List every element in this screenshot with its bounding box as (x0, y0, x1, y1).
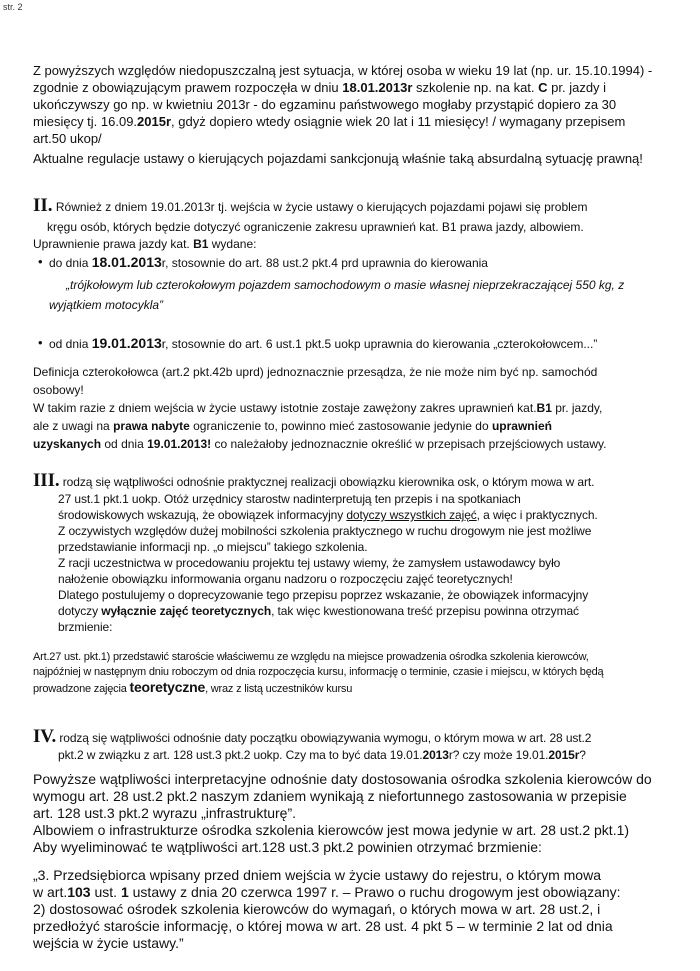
page-number: str. 2 (3, 2, 23, 12)
intro-line: Z powyższych względów niedopuszczalną jest sytuacja, w której osoba w wieku 19 lat (np. ur. 15.10.1994) - (33, 63, 653, 78)
bullet-item: • od dnia 19.01.2013r, stosownie do art. 6 ust.1 pkt.5 uokp uprawnia do kierowania „czterokołowcem...” (38, 335, 598, 351)
section-numeral: III. (33, 470, 60, 491)
bullet-quote: „trójkołowym lub czterokołowym pojazdem samochodowym o masie własnej nieprzekraczającej 550 kg, z wyjątkiem motocykla” (49, 278, 625, 312)
bullet-icon: • (38, 335, 43, 350)
intro-line: miesięcy tj. 16.09.2015r, gdyż dopiero wtedy osiągnie wiek 20 lat i 11 miesięcy! / wymagany przepisem (33, 114, 626, 129)
intro-line: art.50 ukop/ (33, 131, 102, 146)
bullet-icon: • (38, 254, 43, 269)
section-ii-line: kręgu osób, których będzie dotyczyć ograniczenie zakresu uprawnień kat. B1 prawa jazdy, albowiem. (47, 220, 584, 234)
section-iv-header: IV. rodzą się wątpliwości odnośnie daty początku obowiązywania wymogu, o którym mowa w art. 28 ust.2 (33, 726, 592, 747)
section-iii-body: 27 ust.1 pkt.1 uokp. Otóż urzędnicy starostw nadinterpretują ten przepis i na spotkaniach środowiskowych wskazują, że obowiązek informacyjny dotyczy wszystkich zajęć, a więc i praktycznych. Z oczywistych względów dużej mobilności szkolenia praktycznego w ruchu drogowym nie jest możliwe przedstawianie informacji np. „o miejscu” takiego szkolenia. Z racji uczestnictwa w procedowaniu projektu tej ustawy wiemy, że zamysłem ustawodawcy było nałożenie obowiązku informowania organu nadzoru o rozpoczęciu zajęć teoretycznych! Dlatego postulujemy o doprecyzowanie tego przepisu poprzez wskazanie, że obowiązek informacyjny dotyczy wyłącznie zajęć teoretycznych, tak więc kwestionowana treść przepisu powinna otrzymać brzmienie: (58, 492, 598, 634)
intro-paragraph (33, 62, 693, 147)
intro-line: zgodnie z obowiązującym prawem rozpoczęła w dniu 18.01.2013r szkolenie np. na kat. C pr. jazdy i (33, 80, 607, 95)
intro-conclusion: Aktualne regulacje ustawy o kierujących pojazdami sankcjonują właśnie taką absurdalną sytuację prawną! (33, 151, 643, 166)
section-iv-explanation: Powyższe wątpliwości interpretacyjne odnośnie daty dostosowania ośrodka szkolenia kierowców do wymogu art. 28 ust.2 pkt.2 naszym zdaniem wynikają z niefortunnego zastosowania w przepisie art. 128 ust.3 pkt.2 wyrazu „infrastrukturę”. Albowiem o infrastrukturze ośrodka szkolenia kierowców jest mowa jedynie w art. 28 ust.2 pkt.1) Aby wyeliminować te wątpliwości art.128 ust.3 pkt.2 powinien otrzymać brzmienie: (33, 771, 652, 855)
section-ii-header: II. Również z dniem 19.01.2013r tj. wejścia w życie ustawy o kierujących pojazdami pojawi się problem (33, 195, 588, 216)
section-iii-header: III. rodzą się wątpliwości odnośnie praktycznej realizacji obowiązku kierownika osk, o którym mowa w art. (33, 470, 595, 491)
intro-line: ukończywszy go np. w kwietniu 2013r - do egzaminu państwowego mogłaby przystąpić dopiero za 30 (33, 97, 617, 112)
section-numeral: II. (33, 195, 53, 216)
definition-paragraph: Definicja czterokołowca (art.2 pkt.42b uprd) jednoznacznie przesądza, że nie może nim być np. samochód osobowy! (33, 365, 598, 397)
section-iv-line: pkt.2 w związku z art. 128 ust.3 pkt.2 uokp. Czy ma to być data 19.01.2013r? czy może 19.01.2015r? (58, 748, 586, 762)
proposed-wording-art27: Art.27 ust. pkt.1) przedstawić staroście właściwemu ze względu na miejsce prowadzenia ośrodka szkolenia kierowców, najpóźniej w następnym dniu roboczym od dnia rozpoczęcia kursu, informację o terminie, czasie i miejscu, w których będą prowadzone zajęcia teoretyczne, wraz z listą uczestników kursu (33, 651, 604, 695)
section-numeral: IV. (33, 726, 57, 747)
section-ii-line: Uprawnienie prawa jazdy kat. B1 wydane: (33, 237, 257, 251)
bullet-item: • do dnia 18.01.2013r, stosownie do art. 88 ust.2 pkt.4 prd uprawnia do kierowania (38, 254, 488, 270)
proposed-wording-art128: „3. Przedsiębiorca wpisany przed dniem wejścia w życie ustawy do rejestru, o którym mowa w art.103 ust. 1 ustawy z dnia 20 czerwca 1997 r. – Prawo o ruchu drogowym jest obowiązany: 2) dostosować ośrodek szkolenia kierowców do wymagań, o których mowa w art. 28 ust.2, i przedłożyć staroście informację, o której mowa w art. 28 ust. 4 pkt 5 – w terminie 2 lat od dnia wejścia w życie ustawy.” (33, 867, 621, 951)
rights-paragraph: W takim razie z dniem wejścia w życie ustawy istotnie zostaje zawężony zakres uprawnień kat.B1 pr. jazdy, ale z uwagi na prawa nabyte ograniczenie to, powinno mieć zastosowanie jedynie do uprawnień uzyskanych od dnia 19.01.2013! co należałoby jednoznacznie określić w przepisach przejściowych ustawy. (33, 401, 607, 451)
